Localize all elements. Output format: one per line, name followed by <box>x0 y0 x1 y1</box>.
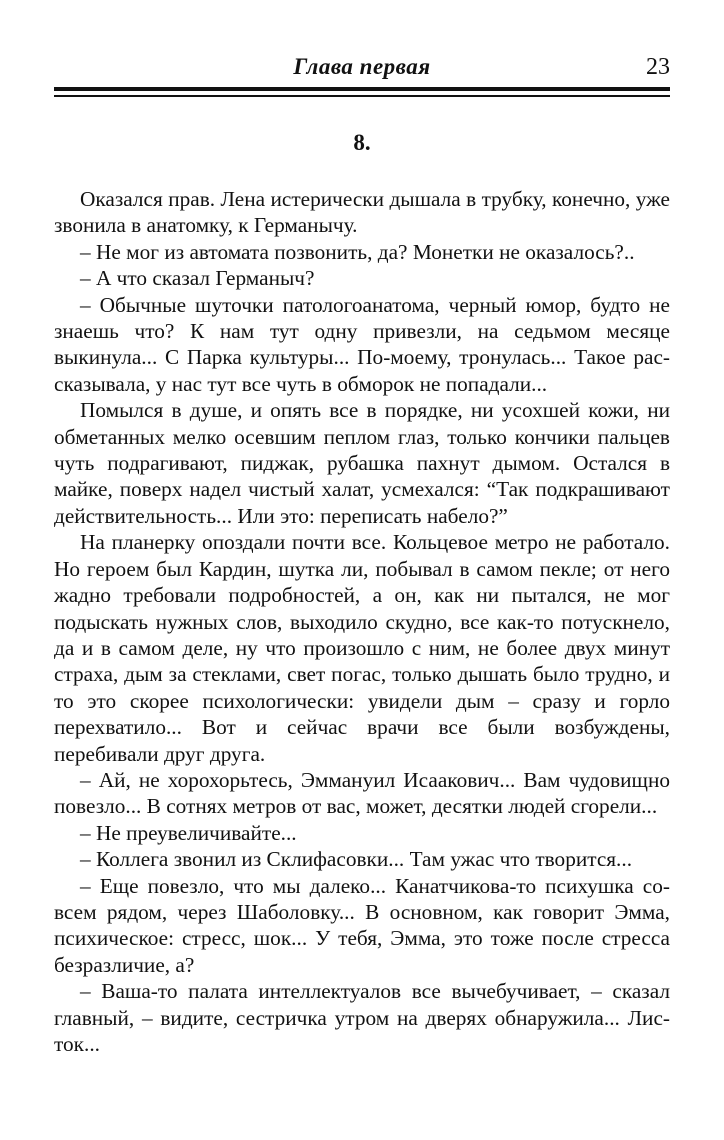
body-text <box>54 186 670 1057</box>
paragraph: – Не преувеличивайте... <box>80 820 297 845</box>
chapter-title: Глава первая <box>293 54 431 79</box>
paragraph: – Не мог из автомата позвонить, да? Монетки не оказалось?.. <box>80 239 635 264</box>
paragraph: Помылся в душе, и опять все в порядке, ни усохшей кожи, ни обметанных мелко осевшим пеплом глаз, только кончики пальцев чуть подрагивают, пиджак, рубашка пахнут дымом. Остался в майке, поверх надел чистый халат, усмехался: “Так подкрашивают действительность... Или это: переписать набело?” <box>54 398 670 528</box>
paragraph: – Коллега звонил из Склифасовки... Там ужас что творится... <box>80 847 633 872</box>
section-number: 8. <box>353 130 371 155</box>
paragraph: – А что сказал Германыч? <box>80 266 315 291</box>
page-number: 23 <box>646 54 670 80</box>
paragraph: – Ай, не хорохорьтесь, Эммануил Исаакович... Вам чудовищно повезло... В сотнях метров от вас, может, десятки людей сгорели... <box>54 767 670 819</box>
header-rule-thin <box>54 95 670 97</box>
header-rule-thick <box>54 87 670 91</box>
paragraph: – Обычные шуточки патологоанатома, черный юмор, будто не знаешь что? К нам тут одну привезли, на седьмом месяце выкинула... С Парка культуры... По-моему, тронулась... Такое рассказывала, у нас тут все чуть в обморок не попадали... <box>54 292 670 396</box>
paragraph: На планерку опоздали почти все. Кольцевое метро не работало. Но героем был Кардин, шутка ли, побывал в самом пекле; от него жадно требовали подробностей, а он, как ни пытался, не мог подыскать нужных слов, выходило скудно, все как-то потускнело, да и в самом деле, ну что произошло с ним, не более двух минут страха, дым за стеклами, свет погас, только дышать было трудно, и то это скорее психологически: увидели дым – сразу и горло перехватило... Вот и сейчас врачи все были возбуждены, перебивали друг друга. <box>54 530 670 766</box>
running-head <box>54 54 670 88</box>
paragraph: – Еще повезло, что мы далеко... Канатчикова-то психушка совсем рядом, через Шаболовку... В основном, как говорит Эмма, психическое: стресс, шок... У тебя, Эмма, это тоже после стресса безразличие, а? <box>54 873 670 977</box>
paragraph: – Ваша-то палата интеллектуалов все вычебучивает, – сказал главный, – видите, сестричка утром на дверях обнаружила... Листок... <box>54 979 670 1056</box>
paragraph: Оказался прав. Лена истерически дышала в трубку, конечно, уже звонила в анатомку, к Германычу. <box>54 187 670 238</box>
